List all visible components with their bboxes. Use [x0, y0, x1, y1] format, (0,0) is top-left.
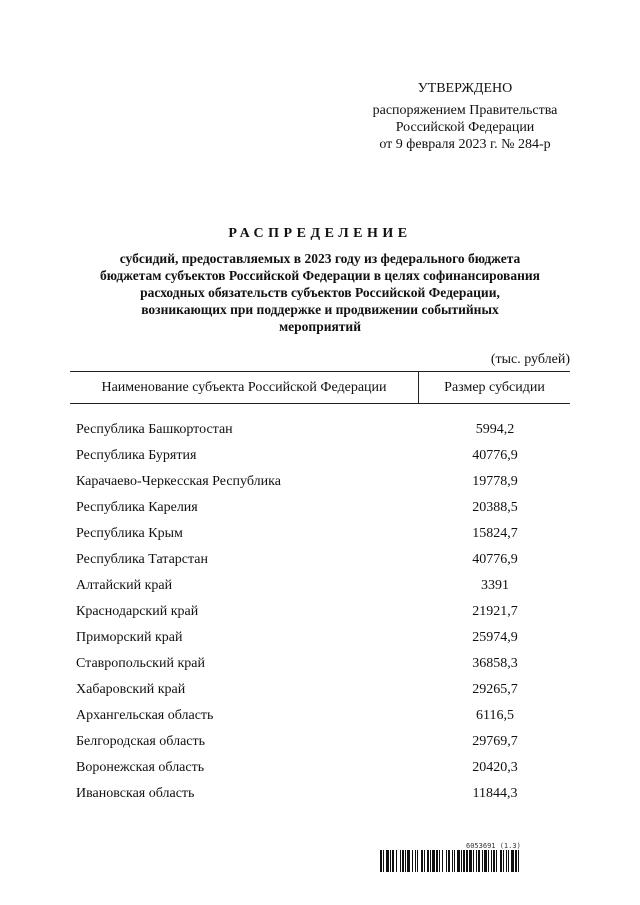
subtitle-line: расходных обязательств субъектов Российской Федерации,: [140, 285, 500, 300]
row-subsidy: 21921,7: [472, 604, 518, 619]
table-row: [0, 758, 640, 784]
table-row: [0, 732, 640, 758]
row-subsidy: 25974,9: [472, 630, 518, 645]
table-body: [0, 420, 640, 810]
row-subsidy: 29769,7: [472, 734, 518, 749]
row-subject: Алтайский край: [76, 578, 173, 593]
table-row: [0, 550, 640, 576]
table-row: [0, 706, 640, 732]
subtitle-line: мероприятий: [278, 319, 361, 334]
row-subject: Хабаровский край: [76, 682, 186, 697]
row-subsidy: 6116,5: [476, 708, 514, 723]
column-header-subsidy: Размер субсидии: [444, 380, 545, 395]
subtitle-line: возникающих при поддержке и продвижении событийных: [141, 302, 499, 317]
approval-line-3: от 9 февраля 2023 г. № 284-р: [379, 137, 551, 152]
table-row: [0, 628, 640, 654]
row-subsidy: 11844,3: [472, 786, 518, 801]
row-subject: Краснодарский край: [76, 604, 199, 619]
barcode-label: 6053691 (1.3): [466, 842, 521, 850]
row-subject: Воронежская область: [76, 760, 205, 775]
row-subject: Белгородская область: [76, 734, 206, 749]
row-subject: Ивановская область: [76, 786, 195, 801]
table-row: [0, 498, 640, 524]
table-row: [0, 472, 640, 498]
row-subsidy: 20388,5: [472, 500, 518, 515]
row-subsidy: 20420,3: [472, 760, 518, 775]
approval-heading: УТВЕРЖДЕНО: [417, 81, 513, 96]
table-row: [0, 446, 640, 472]
row-subsidy: 19778,9: [472, 474, 518, 489]
row-subject: Республика Татарстан: [76, 552, 209, 567]
approval-line-1: распоряжением Правительства: [372, 103, 558, 118]
row-subsidy: 29265,7: [472, 682, 518, 697]
row-subject: Архангельская область: [76, 708, 214, 723]
table-row: [0, 524, 640, 550]
column-header-subject: Наименование субъекта Российской Федерации: [70, 372, 419, 403]
row-subsidy: 40776,9: [472, 448, 518, 463]
row-subject: Республика Карелия: [76, 500, 198, 515]
row-subject: Республика Бурятия: [76, 448, 197, 463]
units-label: (тыс. рублей): [490, 352, 570, 367]
row-subsidy: 15824,7: [472, 526, 518, 541]
row-subsidy: 5994,2: [475, 422, 515, 437]
table-row: [0, 680, 640, 706]
document-subtitle: [60, 250, 580, 335]
table-row: [0, 602, 640, 628]
subtitle-line: субсидий, предоставляемых в 2023 году из федерального бюджета: [119, 251, 521, 266]
row-subject: Республика Башкортостан: [76, 422, 233, 437]
table-row: [0, 576, 640, 602]
row-subject: Ставропольский край: [76, 656, 205, 671]
document-title: РАСПРЕДЕЛЕНИЕ: [228, 226, 412, 241]
table-header: [70, 371, 570, 404]
approval-block: [340, 80, 590, 153]
approval-line-2: Российской Федерации: [395, 120, 535, 135]
row-subject: Приморский край: [76, 630, 183, 645]
barcode: [380, 850, 562, 872]
row-subsidy: 3391: [481, 578, 509, 593]
table-row: [0, 654, 640, 680]
subtitle-line: бюджетам субъектов Российской Федерации в целях софинансирования: [100, 268, 540, 283]
row-subject: Карачаево-Черкесская Республика: [76, 474, 281, 489]
table-row: [0, 420, 640, 446]
row-subsidy: 36858,3: [472, 656, 518, 671]
row-subsidy: 40776,9: [472, 552, 518, 567]
row-subject: Республика Крым: [76, 526, 183, 541]
table-row: [0, 784, 640, 810]
